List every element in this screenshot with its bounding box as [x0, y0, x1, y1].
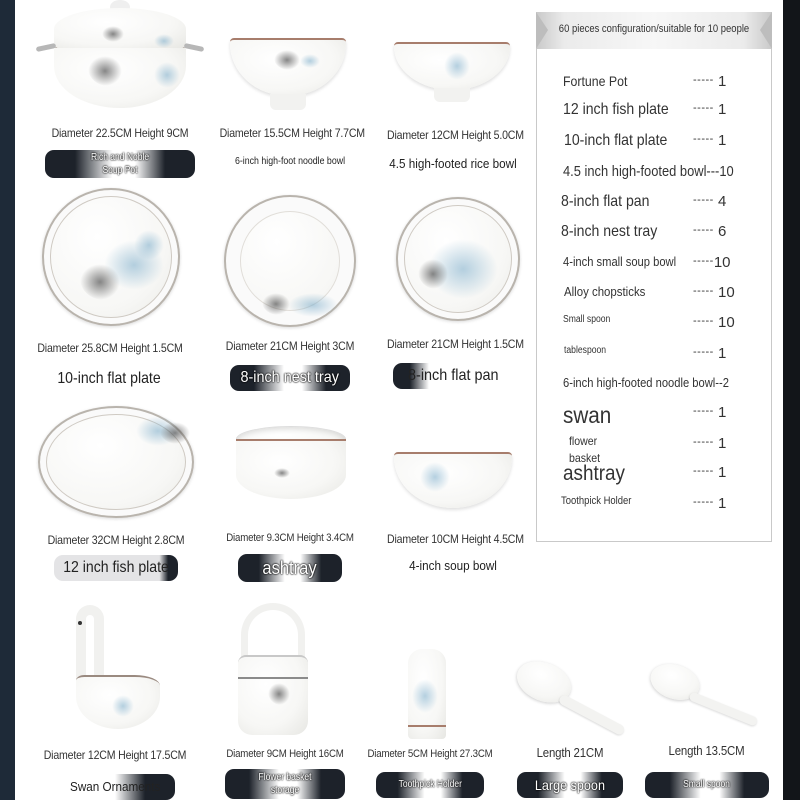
configuration-panel-header — [536, 12, 772, 49]
item-small-spoon — [634, 595, 779, 800]
large-spoon-image — [516, 659, 636, 729]
item-large-spoon — [500, 595, 640, 800]
item-ashtray — [210, 400, 370, 595]
ashtray-image — [236, 426, 346, 502]
noodle-bowl-dimensions: Diameter 15.5CM Height 7.7CM — [219, 126, 365, 140]
flat-pan-image — [396, 197, 520, 321]
soup-bowl-dimensions: Diameter 10CM Height 4.5CM — [387, 532, 524, 546]
toothpick-holder-label: Toothpick Holder — [376, 772, 484, 798]
config-row: 6-inch high-footed noodle bowl--2 — [563, 375, 729, 390]
configuration-title: 60 pieces configuration/suitable for 10 people — [558, 23, 750, 35]
swan-dimensions: Diameter 12CM Height 17.5CM — [43, 748, 187, 762]
large-spoon-dimensions: Length 21CM — [536, 745, 604, 760]
item-flat-plate-10 — [30, 185, 210, 400]
small-spoon-image — [650, 663, 770, 723]
config-row: flower basket ----- 1 — [569, 434, 727, 465]
config-row: Small spoon ----- 10 — [563, 314, 735, 331]
item-toothpick-holder — [350, 595, 510, 800]
config-row: Fortune Pot ----- 1 — [563, 73, 727, 90]
flat-pan-label: 8-inch flat pan — [393, 363, 513, 389]
item-noodle-bowl — [210, 0, 370, 185]
soup-pot-label: Rich and Noble Soup Pot — [45, 150, 195, 178]
soup-bowl-image — [394, 452, 512, 512]
left-border-strip — [0, 0, 15, 800]
item-rice-bowl — [378, 0, 528, 185]
flower-basket-label: Flower basket storage — [225, 769, 345, 799]
config-row: swan ----- 1 — [563, 402, 727, 428]
flower-basket-image — [238, 603, 308, 737]
config-row: 4.5 inch high-footed bowl---10 — [563, 163, 734, 180]
swan-image — [66, 605, 166, 731]
config-row: 4-inch small soup bowl -----10 — [563, 254, 731, 271]
large-spoon-label: Large spoon — [517, 772, 623, 798]
config-row: 10-inch flat plate ----- 1 — [564, 132, 727, 149]
item-flat-pan — [378, 185, 528, 400]
item-soup-bowl — [378, 400, 528, 595]
item-soup-pot — [30, 0, 210, 185]
toothpick-holder-image — [396, 649, 458, 739]
config-row: Alloy chopsticks ----- 10 — [564, 284, 735, 301]
fish-plate-image — [38, 406, 194, 518]
item-fish-plate — [30, 400, 210, 595]
swan-label: Swan Ornaments — [55, 774, 175, 800]
rice-bowl-image — [394, 42, 510, 114]
nest-tray-dimensions: Diameter 21CM Height 3CM — [225, 339, 355, 353]
config-row: ashtray ----- 1 — [563, 462, 727, 485]
item-swan — [30, 595, 200, 800]
fish-plate-dimensions: Diameter 32CM Height 2.8CM — [47, 533, 185, 547]
item-nest-tray — [210, 185, 370, 400]
header-corner-left — [536, 12, 548, 49]
soup-pot-image — [36, 0, 204, 112]
config-row: 8-inch nest tray ----- 6 — [561, 223, 727, 240]
soup-bowl-label: 4-inch soup bowl — [409, 558, 497, 573]
configuration-panel — [536, 12, 772, 542]
flat-plate-10-label: 10-inch flat plate — [57, 370, 161, 387]
small-spoon-label: Small spoon — [645, 772, 769, 798]
nest-tray-image — [224, 195, 356, 327]
small-spoon-dimensions: Length 13.5CM — [668, 743, 745, 758]
config-row: 12 inch fish plate ----- 1 — [563, 101, 727, 118]
nest-tray-label: 8-inch nest tray — [230, 365, 350, 391]
ashtray-dimensions: Diameter 9.3CM Height 3.4CM — [226, 532, 354, 544]
right-border-strip — [783, 0, 800, 800]
flat-plate-10-dimensions: Diameter 25.8CM Height 1.5CM — [37, 341, 183, 355]
flat-pan-dimensions: Diameter 21CM Height 1.5CM — [387, 337, 524, 351]
noodle-bowl-image — [230, 38, 346, 118]
noodle-bowl-label: 6-inch high-foot noodle bowl — [234, 156, 346, 167]
config-row: 8-inch flat pan ----- 4 — [561, 193, 727, 210]
rice-bowl-dimensions: Diameter 12CM Height 5.0CM — [387, 128, 524, 142]
config-row: Toothpick Holder ----- 1 — [561, 495, 727, 512]
header-corner-right — [760, 12, 772, 49]
toothpick-holder-dimensions: Diameter 5CM Height 27.3CM — [367, 748, 493, 760]
soup-pot-dimensions: Diameter 22.5CM Height 9CM — [51, 126, 189, 140]
rice-bowl-label: 4.5 high-footed rice bowl — [389, 156, 517, 171]
item-flower-basket — [200, 595, 370, 800]
flat-plate-10-image — [42, 188, 180, 326]
fish-plate-label: 12 inch fish plate — [54, 555, 178, 581]
config-row: tablespoon ----- 1 — [564, 345, 727, 362]
ashtray-label: ashtray — [238, 554, 342, 582]
flower-basket-dimensions: Diameter 9CM Height 16CM — [226, 748, 344, 760]
